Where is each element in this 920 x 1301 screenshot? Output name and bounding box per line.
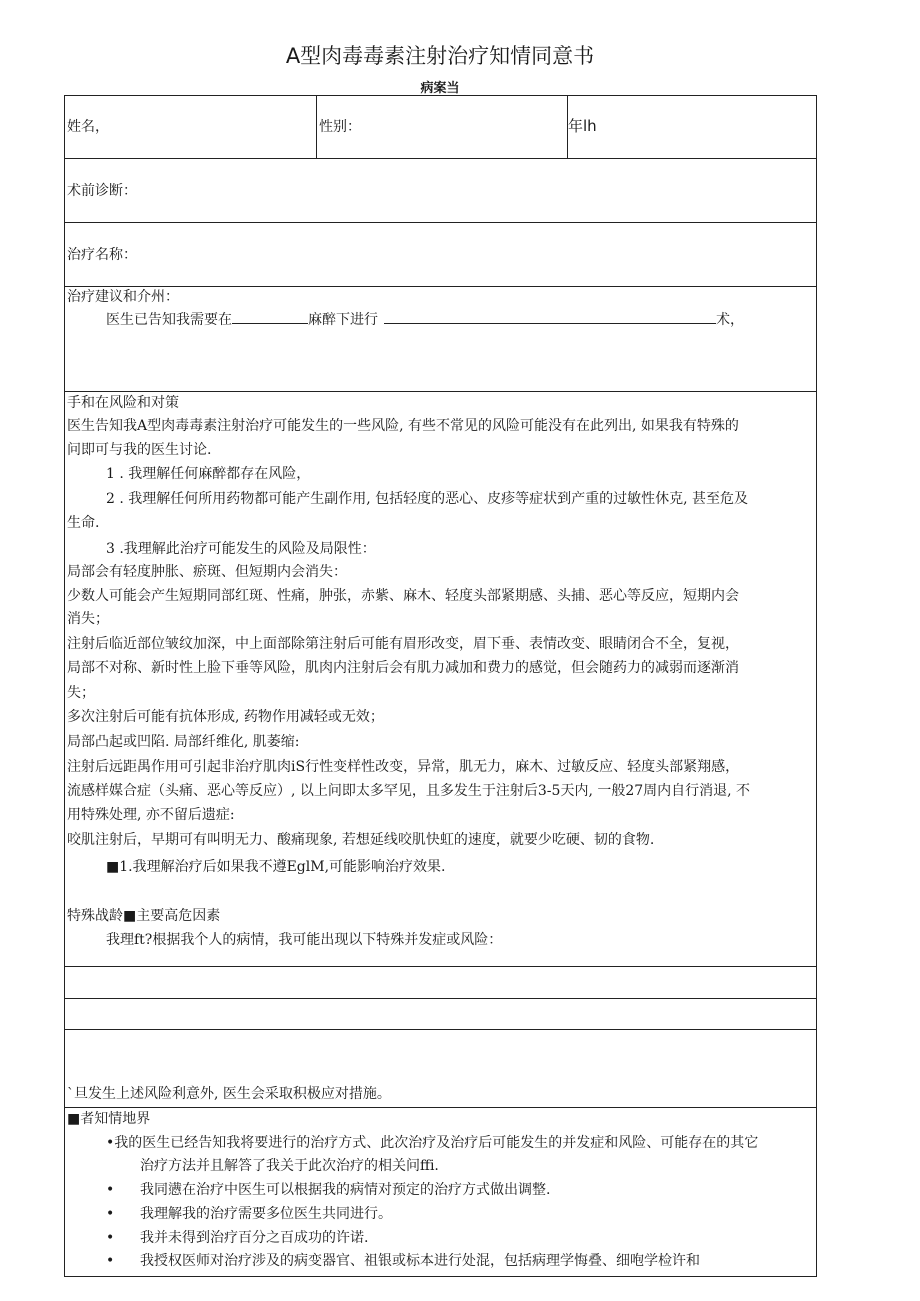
document-subtitle: 病案当 — [420, 81, 460, 96]
bullet-mark: • — [106, 1206, 115, 1222]
advice-heading: 治疗建议和介州： — [67, 289, 179, 305]
bullet-mark: • — [106, 1230, 115, 1246]
risk-paragraph: 咬肌注射后，早期可有叫明无力、酸痛现象, 若想延线咬肌快虹的速度，就要少吃硬、韧的食物. — [67, 832, 655, 848]
risk-paragraph: 少数人可能会产生短期同部红斑、性痛，肿张，赤紫、麻木、轻度头部紧期感、头捕、恶心等反应，短期内会 — [67, 588, 739, 604]
risk-paragraph: 注射后临近部位皱纹加深，中上面部除第注射后可能有眉形改变，眉下垂、表情改变、眼睛闭合不全，复视， — [67, 636, 739, 652]
special-line: 我理ft?根据我个人的病情，我可能出现以下特殊并发症或风险： — [106, 932, 503, 948]
risk-paragraph: 局部不对称、新时性上脸下垂等风险，肌肉内注射后会有肌力减加和费力的感觉，但会随药力的减弱而逐渐消 — [67, 660, 739, 676]
risk-paragraph: 用特殊处理, 亦不留后遗症: — [67, 807, 235, 823]
consent-bullet: 我并未得到治疗百分之百成功的许诺. — [140, 1230, 369, 1246]
risks-intro: 医生告知我A型肉毒毒素注射治疗可能发生的一些风险, 有些不常见的风险可能没有在此列出, 如果我有特殊的 — [67, 418, 739, 434]
row-divider — [64, 998, 817, 999]
risk-item: ■1.我理解治疗后如果我不遵EglM,可能影响治疗效果. — [106, 859, 446, 875]
risk-paragraph: 流感样媒合症（头痛、恶心等反应）, 以上问即太多罕见，且多发生于注射后3-5天内, 一般27周内自行消退, 不 — [67, 783, 751, 799]
row-divider — [64, 966, 817, 967]
row-divider — [64, 1107, 817, 1108]
advice-text-a: 医生已告知我需要在 — [106, 312, 232, 328]
name-field-label: 姓名， — [67, 119, 109, 135]
row-divider — [64, 222, 817, 223]
risk-item: 3 .我理解此治疗可能发生的风险及局限性： — [106, 541, 376, 557]
consent-heading: ■者知情地界 — [67, 1111, 151, 1127]
risk-paragraph: 局部会有轻度肿胀、瘀斑、但短期内会消失： — [67, 564, 347, 580]
risk-paragraph: 注射后远距禺作用可引起非治疗肌肉iS行性变样性改变，异常，肌无力，麻木、过敏反应、轻度头部紧翔感， — [67, 759, 740, 775]
advice-line — [106, 309, 744, 329]
measures-line: `旦发生上述风险利意外, 医生会采取积极应对措施。 — [67, 1086, 391, 1102]
risk-paragraph: 消失； — [67, 611, 109, 627]
age-field-label: 年lh — [568, 117, 597, 135]
row-divider — [64, 391, 817, 392]
gender-field-label: 性别： — [319, 119, 361, 135]
bullet-mark: • — [106, 1182, 115, 1198]
advice-text-c: 术， — [716, 312, 744, 328]
procedure-blank — [384, 309, 716, 324]
diagnosis-label: 术前诊断： — [67, 183, 137, 199]
risk-item: 1 . 我理解任何麻醉都存在风险， — [106, 466, 311, 482]
row-divider — [64, 158, 817, 159]
consent-bullet: 我同懑在治疗中医生可以根据我的病情对预定的治疗方式做出调整. — [140, 1182, 551, 1198]
risks-intro: 问即可与我的医生讨论. — [67, 442, 212, 458]
special-heading: 特殊战龄■主要高危因素 — [67, 908, 221, 924]
cell-divider — [316, 95, 317, 158]
risks-heading: 手和在风险和对策 — [67, 395, 179, 411]
row-divider — [64, 286, 817, 287]
risk-paragraph: 多次注射后可能有抗体形成, 药物作用减轻或无效； — [67, 709, 384, 725]
consent-bullet: 我理解我的治疗需要多位医生共同进行。 — [140, 1206, 392, 1222]
risk-paragraph: 局部凸起或凹陷. 局部纤维化, 肌萎缩: — [67, 734, 300, 750]
document-title: A型肉毒毒素注射治疗知情同意书 — [285, 44, 595, 68]
advice-text-b: 麻醉下进行 — [308, 312, 378, 328]
bullet-mark: • — [106, 1253, 115, 1269]
risk-item: 2 . 我理解任何所用药物都可能产生副作用, 包括轻度的恶心、皮疹等症状到产重的过敏性休克, 甚至危及 — [106, 491, 749, 507]
row-divider — [64, 1029, 817, 1030]
consent-bullet: 我授权医师对治疗涉及的病变器官、祖银或标本进行处混，包括病理学悔叠、细咆学检许和 — [140, 1253, 700, 1269]
consent-bullet: •我的医生已经告知我将要进行的治疗方式、此次治疗及治疗后可能发生的并发症和风险、可能存在的其它 — [106, 1135, 759, 1151]
consent-bullet: 治疗方法并且解答了我关于此次治疗的相关问ffi. — [140, 1158, 439, 1174]
risk-paragraph: 失； — [67, 685, 95, 701]
risk-item: 生命. — [67, 515, 100, 531]
treatment-name-label: 治疗名称： — [67, 247, 137, 263]
anesthesia-blank — [232, 309, 308, 324]
